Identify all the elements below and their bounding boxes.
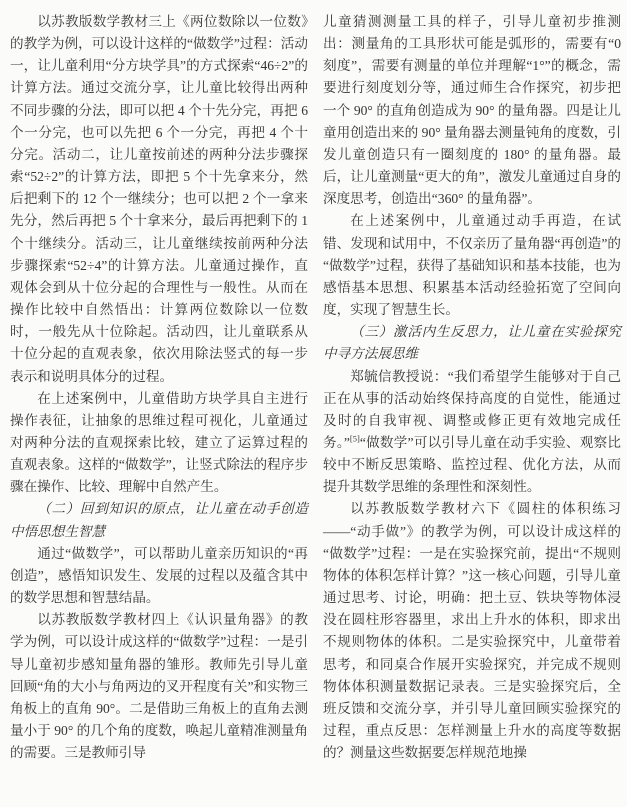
quote-followup-text: “做数学”可以引导儿童在动手实验、观察比较中不断反思策略、监控过程、优化方法，从而提升其数学思维的条理性和深刻性。 <box>323 434 621 495</box>
left-column <box>10 11 308 797</box>
body-paragraph-division-summary: 在上述案例中，儿童借助方块学具自主进行操作表征，让抽象的思维过程可视化，儿童通过对两种分法的直观探索比较，建立了运算过程的直观表象。这样的“做数学”，让竖式除法的程序步骤在操作、比较、理解中自然产生。 <box>10 390 308 495</box>
section-heading-two: （二）回到知识的原点，让儿童在动手创造中悟思想生智慧 <box>10 501 308 539</box>
body-paragraph-quote <box>323 366 621 499</box>
body-paragraph-protractor-case: 以苏教版数学教材四上《认识量角器》的教学为例，可以设计成这样的“做数学”过程：一是引导儿童初步感知量角器的雏形。教师先引导儿童回顾“角的大小与角两边的叉开程度有关”和实物三角板上的直角 90°。二是借助三角板上的直角去测量小于 90° 的几个角的度数，唤起儿童精准测量角的需要。三是教师引导 <box>10 612 308 761</box>
body-paragraph-recreate-intro: 通过“做数学”，可以帮助儿童亲历知识的“再创造”，感悟知识发生、发展的过程以及蕴含其中的数学思想和智慧结晶。 <box>10 545 308 606</box>
body-paragraph-protractor-summary: 在上述案例中，儿童通过动手再造，在试错、发现和试用中，不仅亲历了量角器“再创造”的“做数学”过程，获得了基础知识和基本技能，也为感悟基本思想、积累基本活动经验拓宽了空间向度，实现了智慧生长。 <box>323 213 621 318</box>
citation-marker: [5] <box>349 433 360 444</box>
right-column <box>323 11 621 797</box>
body-paragraph-protractor-continuation: 儿童猜测测量工具的样子，引导儿童初步推测出：测量角的工具形状可能是弧形的，需要有“0刻度”，需要有测量的单位并理解“1°”的概念，需要进行刻度划分等，通过师生合作探究，初步把一个 90° 的直角创造成为 90° 的量角器。四是让儿童用创造出来的 90° 量角器去测量钝角的度数，引发儿童创造只有一圈刻度的 180° 的量角器。最后，让儿童测量“更大的角”，激发儿童通过自身的深度思考，创造出“360° 的量角器”。 <box>323 14 621 207</box>
section-heading-three: （三）激活内生反思力，让儿童在实验探究中寻方法展思维 <box>323 324 621 362</box>
body-paragraph-cylinder-case: 以苏教版数学教材六下《圆柱的体积练习——“动手做”》的教学为例，可以设计成这样的“做数学”过程：一是在实验探究前，提出“不规则物体的体积怎样计算？”这一核心问题，引导儿童通过思考、讨论，明确：把土豆、铁块等物体浸没在圆柱形容器里，求出上升水的体积，即求出不规则物体的体积。二是实验探究中，儿童带着思考，和同桌合作展开实验探究，并完成不规则物体体积测量数据记录表。三是实验探究后，全班反馈和交流分享，并引导儿童回顾实验探究的过程，重点反思：怎样测量上升水的高度等数据的？测量这些数据要怎样规范地操 <box>323 501 621 761</box>
quote-text: 郑毓信教授说：“我们希望学生能够对于自己正在从事的活动始终保持高度的自觉性，能通过及时的自我审视、调整或修正更有效地完成任务。” <box>323 368 621 450</box>
body-paragraph-division-case: 以苏教版数学教材三上《两位数除以一位数》的教学为例，可以设计这样的“做数学”过程：活动一，让儿童利用“分方块学具”的方式探索“46÷2”的计算方法。通过交流分享，让儿童比较得出两种不同步骤的分法，即可以把 4 个十先分完，再把 6 个一分完，也可以先把 6 个一分完，再把 4 个十分完。活动二，让儿童按前述的两种分法步骤探索“52÷2”的计算方法，即把 5 个十先拿来分，然后把剩下的 12 个一继续分；也可以把 2 个一拿来先分，然后再把 5 个十拿来分，最后再把剩下的 1 个十继续分。活动三，让儿童继续按前两种分法步骤探索“52÷4”的计算方法。儿童通过操作，直观体会到从十位分起的合理性与一般性。从而在操作比较中自然悟出：计算两位数除以一位数时，一般先从十位除起。活动四，让儿童联系从十位分起的直观表象，依次用除法竖式的每一步表示和说明具体分的过程。 <box>10 14 308 384</box>
